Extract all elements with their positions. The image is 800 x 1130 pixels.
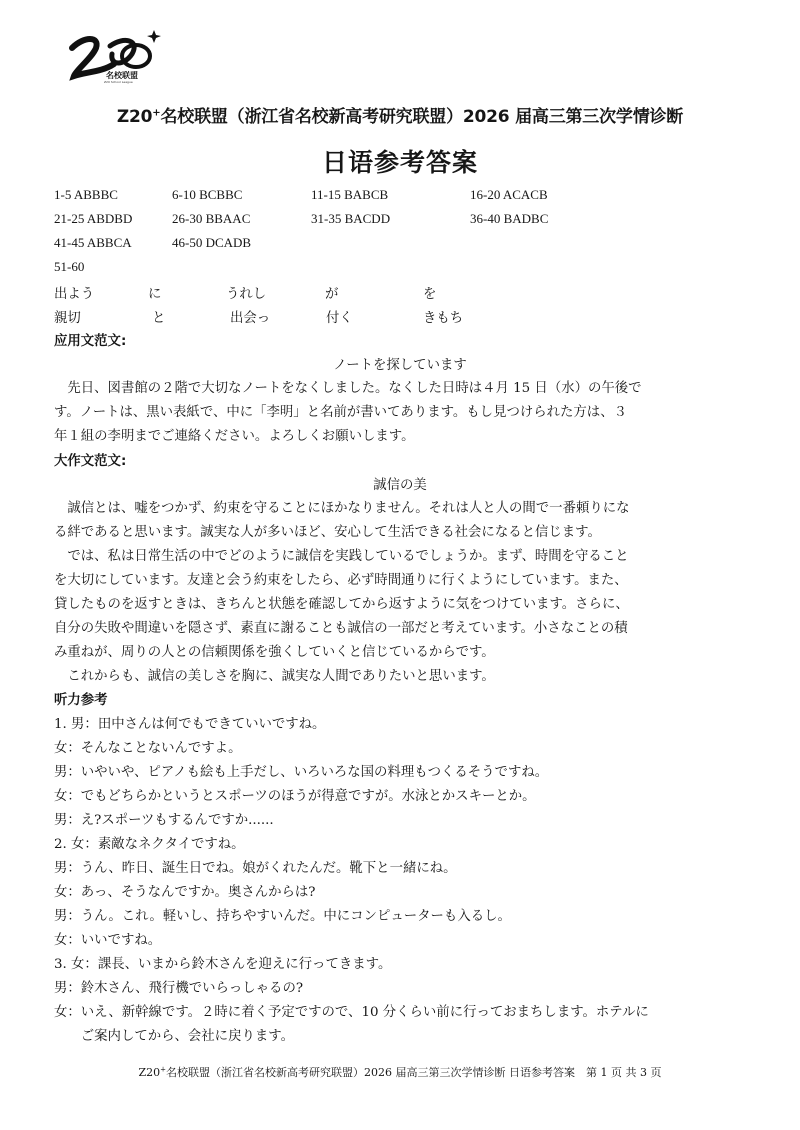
fill-53: うれし — [226, 287, 267, 302]
footer-text: 名校联盟（浙江省名校新高考研究联盟）2026 届高三第三次学情诊断 日语参考答案 第 1 页 共 3 页 — [166, 1066, 662, 1079]
listening-line-5: 男：え?スポーツもするんですか...... — [54, 813, 274, 828]
listening-heading: 听力参考 — [54, 693, 108, 708]
footer-brand-sup: + — [160, 1065, 167, 1074]
answer-1-5: 1-5 ABBBC — [54, 187, 118, 202]
answer-51-60-label: 51-60 — [54, 259, 85, 274]
header-text: 名校联盟（浙江省名校新高考研究联盟）2026 届高三第三次学情诊断 — [160, 107, 684, 127]
header-brand: Z20 — [116, 107, 153, 127]
header-brand-sup: + — [152, 107, 161, 119]
listening-line-3: 男：いやいや、ピアノも絵も上手だし、いろいろな国の料理もつくるそうですね。 — [54, 765, 549, 780]
answer-31-35: 31-35 BACDD — [311, 211, 391, 226]
essay1-line-1: 先日、図書館の２階で大切なノートをなくしました。なくした日時は４月 15 日（水）の午後で — [54, 381, 642, 396]
essay1-line-2: す。ノートは、黒い表紙で、中に「李明」と名前が書いてあります。もし見つけられた方は、３ — [54, 405, 627, 420]
answer-36-40: 36-40 BADBC — [470, 211, 549, 226]
logo-text: 名校联盟 — [106, 71, 138, 80]
listening-line-10: 女：いいですね。 — [54, 933, 162, 948]
listening-line-11: 3. 女：課長、いまから鈴木さんを迎えに行ってきます。 — [54, 957, 392, 972]
answer-46-50: 46-50 DCADB — [172, 235, 252, 250]
essay2-heading: 大作文范文: — [54, 454, 127, 469]
listening-line-9: 男：うん。これ。軽いし、持ちやすいんだ。中にコンピューターも入るし。 — [54, 909, 511, 924]
listening-line-8: 女：あっ、そうなんですか。奥さんからは? — [54, 885, 316, 900]
fill-60: きもち — [423, 311, 464, 326]
essay2-line-5: 貸したものを返すときは、きちんと状態を確認してから返すように気をつけています。さらに、 — [54, 597, 629, 612]
listening-line-7: 男：うん、昨日、誕生日でね。娘がくれたんだ。靴下と一緒にね。 — [54, 861, 457, 876]
answer-41-45: 41-45 ABBCA — [54, 235, 132, 250]
answer-16-20: 16-20 ACACB — [470, 187, 548, 202]
essay2-line-3: では、私は日常生活の中でどのように誠信を実践しているでしょうか。まず、時間を守ること — [54, 549, 629, 564]
essay2-line-6: 自分の失敗や間違いを隠さず、素直に謝ることも誠信の一部だと考えています。小さなことの積 — [54, 621, 628, 636]
essay1-line-3: 年１組の李明までご連絡ください。よろしくお願いします。 — [54, 429, 415, 444]
page-title: 日语参考答案 — [321, 148, 478, 177]
essay1-title: ノートを探しています — [333, 358, 467, 373]
essay2-line-2: る絆であると思います。誠実な人が多いほど、安心して生活できる社会になると信じます。 — [54, 525, 601, 540]
essay1-heading: 应用文范文: — [54, 334, 127, 349]
fill-54: が — [325, 287, 339, 302]
listening-line-6: 2. 女：素敵なネクタイですね。 — [54, 837, 245, 852]
listening-line-1: 1. 男：田中さんは何でもできていいですね。 — [54, 717, 326, 732]
listening-line-13: 女：いえ、新幹線です。２時に着く予定ですので、10 分くらい前に行っておまちします。ホテルに — [54, 1005, 649, 1020]
listening-line-4: 女：でもどちらかというとスポーツのほうが得意ですが。水泳とかスキーとか。 — [54, 789, 536, 804]
listening-line-12: 男：鈴木さん、飛行機でいらっしゃるの? — [54, 981, 304, 996]
answer-21-25: 21-25 ABDBD — [54, 211, 133, 226]
listening-line-2: 女：そんなことないんですよ。 — [54, 741, 242, 756]
essay2-line-7: み重ねが、周りの人との信頼関係を強くしていくと信じているからです。 — [54, 645, 495, 660]
answer-11-15: 11-15 BABCB — [311, 187, 389, 202]
essay2-line-8: これからも、誠信の美しさを胸に、誠実な人間でありたいと思います。 — [54, 669, 495, 684]
fill-55: を — [423, 287, 437, 302]
answer-26-30: 26-30 BBAAC — [172, 211, 251, 226]
fill-59: 付く — [326, 311, 353, 326]
essay2-line-4: を大切にしています。友達と会う約束をしたら、必ず時間通りに行くようにしています。また、 — [54, 573, 628, 588]
fill-56: 親切 — [54, 311, 81, 326]
fill-52: に — [148, 287, 162, 302]
listening-line-14: ご案内してから、会社に戻ります。 — [54, 1029, 294, 1044]
fill-51: 出よう — [54, 287, 95, 302]
fill-57: と — [152, 311, 166, 326]
fill-58: 出会っ — [230, 311, 271, 326]
page-footer — [0, 1064, 800, 1080]
logo-subtitle: Z20 School League — [104, 80, 133, 84]
footer-brand: Z20 — [138, 1066, 161, 1079]
essay2-title: 誠信の美 — [373, 478, 427, 493]
answer-6-10: 6-10 BCBBC — [172, 187, 243, 202]
exam-header — [0, 102, 800, 127]
essay2-line-1: 誠信とは、嘘をつかず、約束を守ることにほかなりません。それは人と人の間で一番頼りにな — [54, 501, 630, 516]
